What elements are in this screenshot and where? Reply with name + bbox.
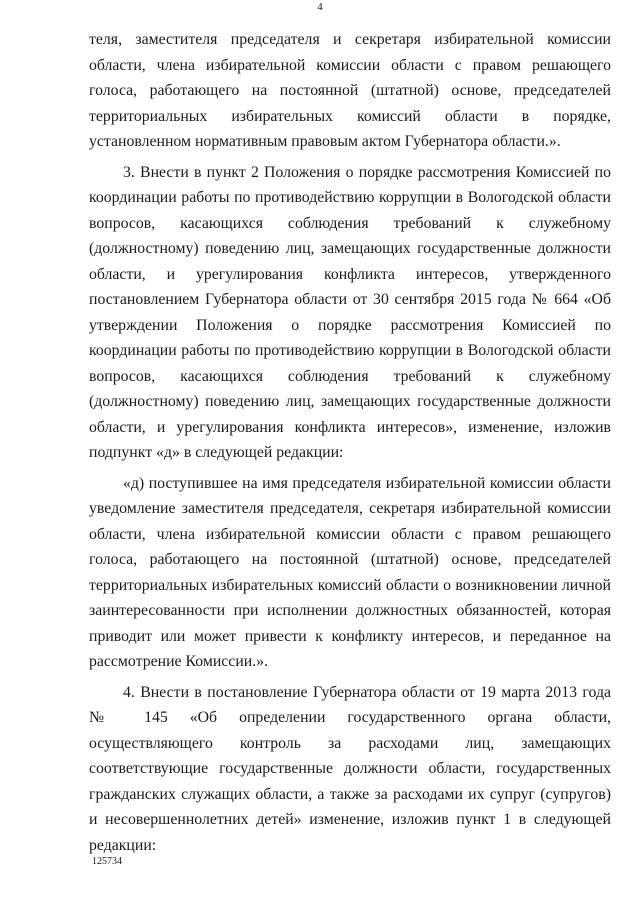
paragraph-continuation: теля, заместителя председателя и секретаря избирательной комиссии области, члена избирательной комиссии области с правом решающего голоса, работающего на постоянной (штатной) основе, председателей территориальных избирательных комиссий области в порядке, установленном нормативным правовым актом Губернатора области.». bbox=[89, 31, 611, 150]
paragraph-item-3: 3. Внести в пункт 2 Положения о порядке рассмотрения Комиссией по координации работы по противодействию коррупции в Вологодской области вопросов, касающихся соблюдения требований к служебному (должностному) поведению лиц, замещающих государственные должности области, и урегулирования конфликта интересов, утвержденного постановлением Губернатора области от 30 сентября 2015 года № 664 «Об утверждении Положения о порядке рассмотрения Комиссией по координации работы по противодействию коррупции в Вологодской области вопросов, касающихся соблюдения требований к служебному (должностному) поведению лиц, замещающих государственные должности области, и урегулирования конфликта интересов», изменение, изложив подпункт «д» в следующей редакции: bbox=[89, 163, 611, 461]
document-body bbox=[89, 27, 611, 858]
paragraph-item-4: 4. Внести в постановление Губернатора области от 19 марта 2013 года № 145 «Об определении государственного органа области, осуществляющего контроль за расходами лиц, замещающих соответствующие государственные должности области, государственных гражданских служащих области, а также за расходами их супруг (супругов) и несовершеннолетних детей» изменение, изложив пункт 1 в следующей редакции: bbox=[89, 683, 611, 854]
page-number: 4 bbox=[317, 1, 323, 13]
paragraph-subitem-d: «д) поступившее на имя председателя избирательной комиссии области уведомление заместителя председателя, секретаря избирательной комиссии области, члена избирательной комиссии области с правом решающего голоса, работающего на постоянной (штатной) основе, председателей территориальных избирательных комиссий области о возникновении личной заинтересованности при исполнении должностных обязанностей, которая приводит или может привести к конфликту интересов, и переданное на рассмотрение Комиссии.». bbox=[89, 474, 611, 670]
document-code: 125734 bbox=[92, 856, 122, 867]
